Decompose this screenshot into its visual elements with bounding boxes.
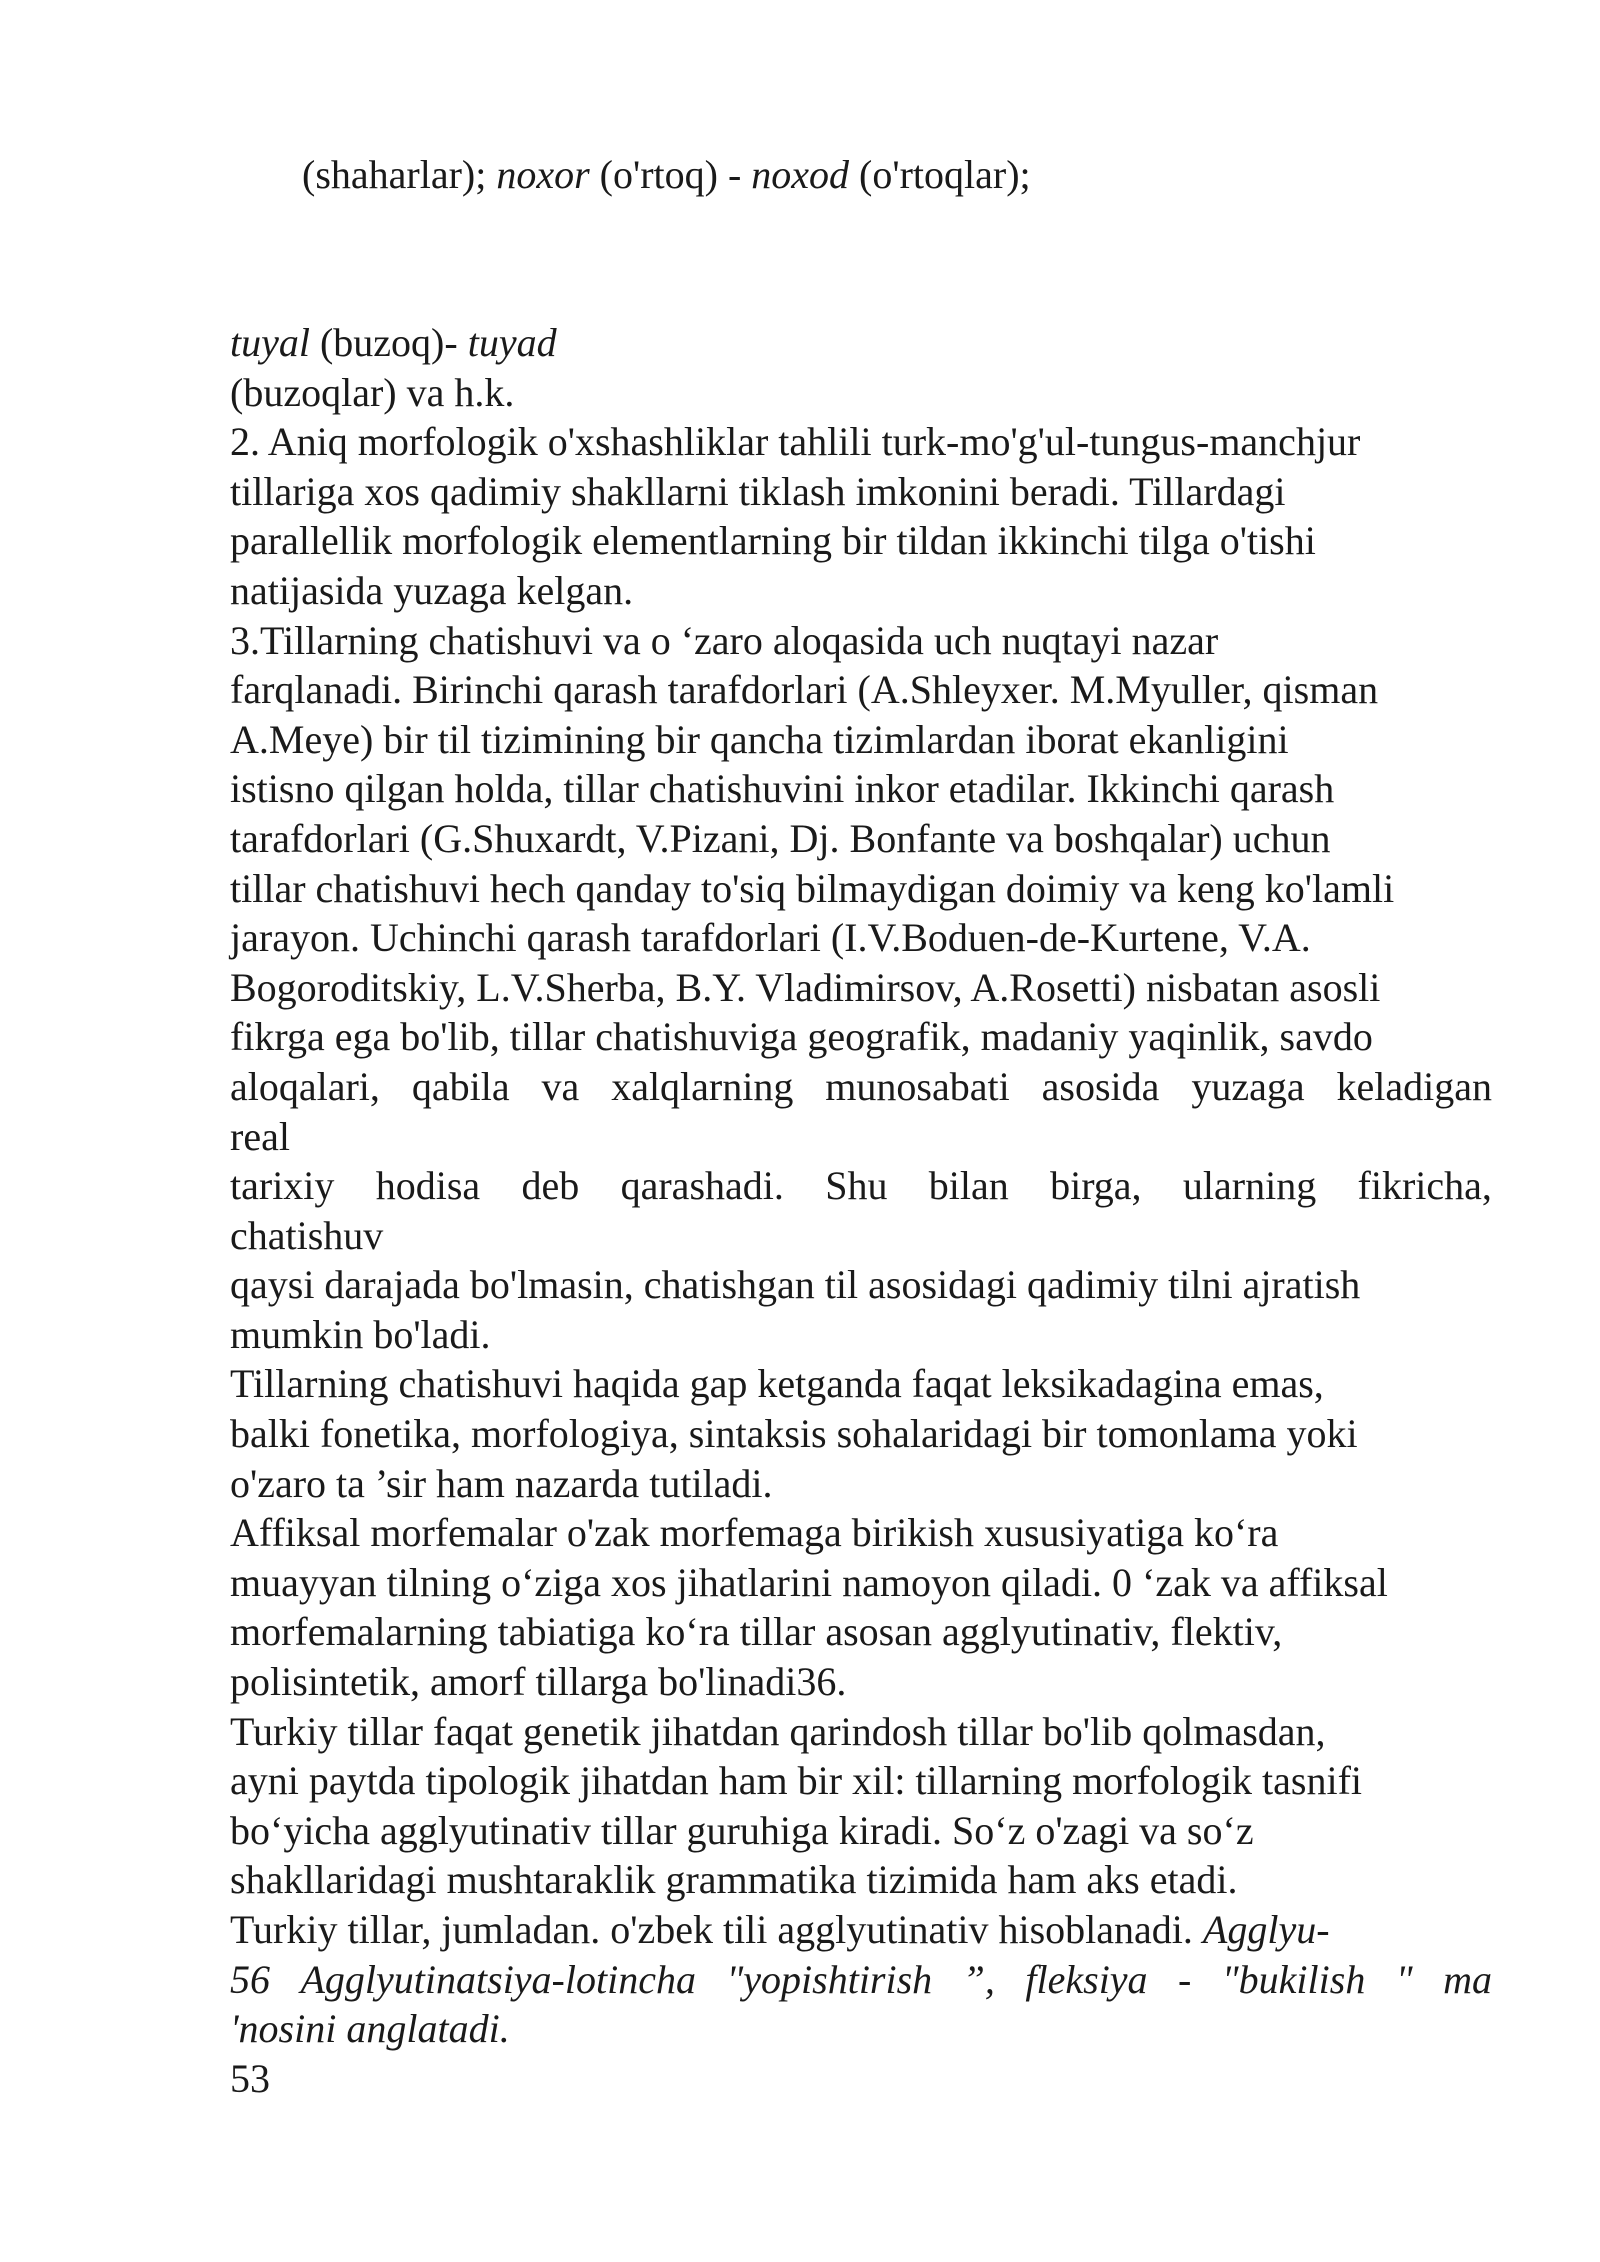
italic-word: noxod — [751, 152, 850, 197]
word: asosida — [1041, 1063, 1160, 1109]
continuation-line — [302, 150, 1031, 200]
text-line: istisno qilgan holda, tillar chatishuvini inkor etadilar. Ikkinchi qarash — [230, 766, 1335, 812]
text-line: Turkiy tillar faqat genetik jihatdan qarindosh tillar bo'lib qolmasdan, — [230, 1708, 1326, 1754]
text-line: parallellik morfologik elementlarning bir tildan ikkinchi tilga o'tishi — [230, 518, 1316, 564]
word: bilan — [928, 1163, 1009, 1209]
text-line: tarafdorlari (G.Shuxardt, V.Pizani, Dj. Bonfante va boshqalar) uchun — [230, 815, 1331, 861]
text-line: jarayon. Uchinchi qarash tarafdorlari (I.V.Boduen-de-Kurtene, V.A. — [230, 915, 1311, 961]
italic-word: noxor — [496, 152, 590, 197]
word: Shu — [825, 1163, 888, 1209]
text-segment: Turkiy tillar, jumladan. o'zbek tili agglyutinativ hisoblanadi. — [230, 1907, 1203, 1952]
text-line: ayni paytda tipologik jihatdan ham bir xil: tillarning morfologik tasnifi — [230, 1758, 1363, 1804]
text-line: bo‘yicha agglyutinativ tillar guruhiga kiradi. So‘z o'zagi va so‘z — [230, 1807, 1254, 1853]
word: yuzaga — [1191, 1063, 1305, 1109]
word: ”, — [962, 1956, 995, 2002]
word: deb — [521, 1163, 580, 1209]
text-line: 2. Aniq morfologik o'xshashliklar tahlili turk-mo'g'ul-tungus-manchjur — [230, 419, 1361, 465]
text-line: 3.Tillarning chatishuvi va o ‘zaro aloqasida uch nuqtayi nazar — [230, 617, 1219, 663]
word: fikricha, — [1357, 1163, 1492, 1209]
text-line: real — [230, 1113, 290, 1159]
justified-line — [230, 1161, 1492, 1211]
word: Agglyutinatsiya-lotincha — [300, 1956, 696, 2002]
word: fleksiya — [1025, 1956, 1148, 2002]
word: birga, — [1050, 1163, 1142, 1209]
italic-word: tuyad — [467, 320, 557, 365]
word: ma — [1443, 1956, 1492, 2002]
text-line — [230, 318, 1492, 368]
text-line: chatishuv — [230, 1212, 384, 1258]
justified-line — [230, 1062, 1492, 1112]
word: qarashadi. — [620, 1163, 784, 1209]
word: keladigan — [1336, 1063, 1492, 1109]
text-segment: (shaharlar); — [302, 152, 497, 197]
text-line: balki fonetika, morfologiya, sintaksis sohalaridagi bir tomonlama yoki — [230, 1411, 1358, 1457]
word: " — [1395, 1956, 1413, 2002]
text-line: farqlanadi. Birinchi qarash tarafdorlari (A.Shleyxer. M.Myuller, qisman — [230, 667, 1379, 713]
word: va — [541, 1063, 580, 1109]
text-line: o'zaro ta ’sir ham nazarda tutiladi. — [230, 1460, 773, 1506]
text-segment: (o'rtoqlar); — [849, 152, 1031, 197]
text-line: fikrga ega bo'lib, tillar chatishuviga geografik, madaniy yaqinlik, savdo — [230, 1014, 1373, 1060]
body-text — [230, 318, 1492, 2103]
word: tarixiy — [230, 1163, 335, 1209]
italic-word: tuyal — [230, 320, 310, 365]
text-line: tillariga xos qadimiy shakllarni tiklash imkonini beradi. Tillardagi — [230, 468, 1286, 514]
text-line: polisintetik, amorf tillarga bo'linadi36. — [230, 1659, 847, 1705]
text-line: tillar chatishuvi hech qanday to'siq bilmaydigan doimiy va keng ko'lamli — [230, 865, 1395, 911]
word: hodisa — [375, 1163, 481, 1209]
word: ularning — [1182, 1163, 1317, 1209]
word: - — [1178, 1956, 1192, 2002]
text-line: Affiksal morfemalar o'zak morfemaga birikish xususiyatiga ko‘ra — [230, 1510, 1279, 1556]
text-line: muayyan tilning o‘ziga xos jihatlarini namoyon qiladi. 0 ‘zak va affiksal — [230, 1559, 1388, 1605]
footnote-line — [230, 1955, 1492, 2005]
italic-word: Agglyu- — [1202, 1907, 1330, 1952]
text-line: mumkin bo'ladi. — [230, 1311, 491, 1357]
text-line: natijasida yuzaga kelgan. — [230, 567, 634, 613]
text-line: shakllaridagi mushtaraklik grammatika tizimida ham aks etadi. — [230, 1857, 1238, 1903]
text-line: Bogoroditskiy, L.V.Sherba, B.Y. Vladimirsov, A.Rosetti) nisbatan asosli — [230, 964, 1381, 1010]
word: "bukilish — [1221, 1956, 1366, 2002]
word: qabila — [411, 1063, 510, 1109]
text-line: qaysi darajada bo'lmasin, chatishgan til asosidagi qadimiy tilni ajratish — [230, 1262, 1361, 1308]
text-line — [230, 1905, 1492, 1955]
text-line: Tillarning chatishuvi haqida gap ketganda faqat leksikadagina emas, — [230, 1361, 1324, 1407]
text-line: (buzoqlar) va h.k. — [230, 369, 515, 415]
word: "yopishtirish — [726, 1956, 933, 2002]
text-segment: (buzoq)- — [309, 320, 468, 365]
page-number: 53 — [230, 2055, 270, 2101]
word: munosabati — [825, 1063, 1010, 1109]
text-line: A.Meye) bir til tizimining bir qancha tizimlardan iborat ekanligini — [230, 716, 1289, 762]
text-segment: (o'rtoq) - — [589, 152, 752, 197]
footnote-line: 'nosini anglatadi. — [230, 2006, 510, 2052]
word: aloqalari, — [230, 1063, 380, 1109]
word: xalqlarning — [611, 1063, 794, 1109]
word: 56 — [230, 1956, 270, 2002]
text-line: morfemalarning tabiatiga ko‘ra tillar asosan agglyutinativ, flektiv, — [230, 1609, 1283, 1655]
